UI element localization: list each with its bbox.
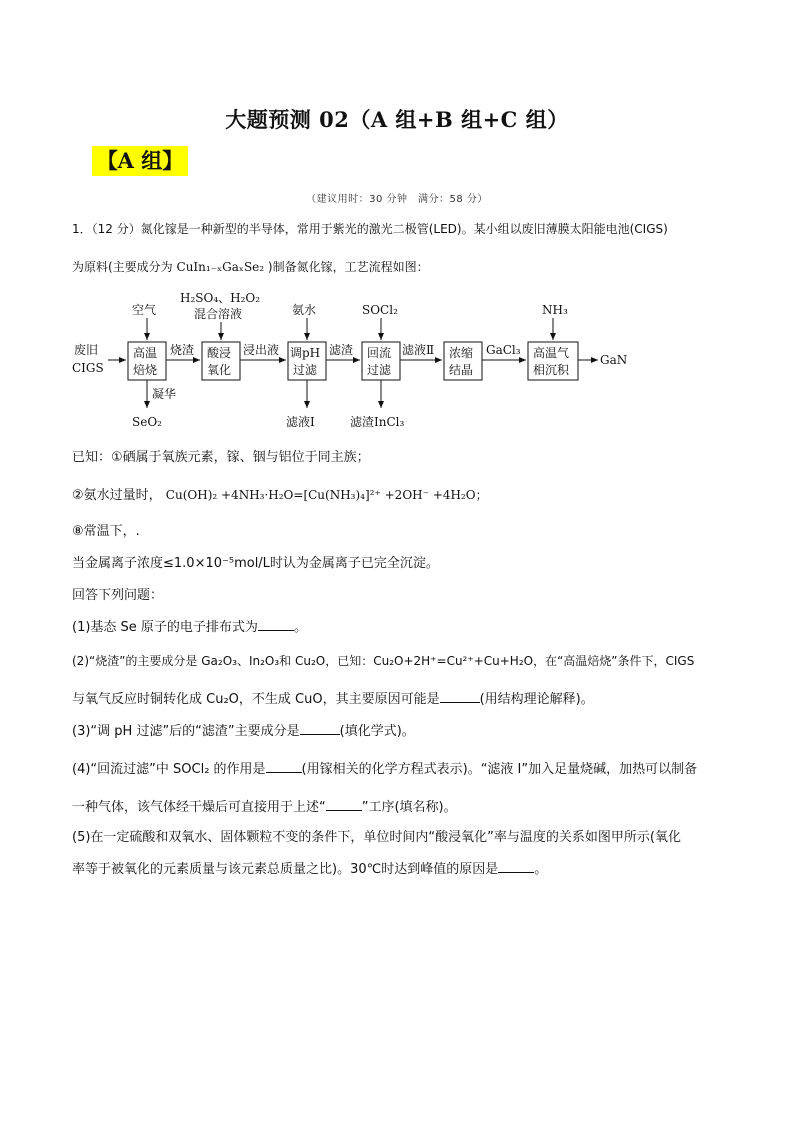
box-concentrate-label-2: 结晶 <box>449 363 474 377</box>
group-tag: 【A 组】 <box>92 146 188 176</box>
question-1-5-line-2 <box>72 858 547 877</box>
process-flow-diagram <box>70 290 630 435</box>
question-1-2-text: 与氧气反应时铜转化成 Cu₂O，不生成 CuO，其主要原因可能是 <box>72 692 440 707</box>
known-1: 已知：①硒属于氧族元素，镓、铟与铝位于同主族； <box>72 450 370 465</box>
arrow-label-slag: 烧渣 <box>170 343 195 357</box>
question-1-4-text: (4)“回流过滤”中 SOCl₂ 的作用是 <box>72 762 266 777</box>
answer-blank[interactable] <box>498 872 534 873</box>
question-1-3 <box>72 720 415 739</box>
question-1-2-end: (用结构理论解释)。 <box>479 692 594 707</box>
box-acid-leach-label-2: 氧化 <box>207 363 232 377</box>
answer-blank[interactable] <box>440 702 480 703</box>
answer-blank[interactable] <box>266 772 302 773</box>
box-reflux-label-2: 过滤 <box>367 363 392 377</box>
question-1-4-line-2 <box>72 796 457 815</box>
arrow-label-filtrate-2: 滤液Ⅱ <box>402 343 435 357</box>
question-1-5-line-1: (5)在一定硫酸和双氧水、固体颗粒不变的条件下，单位时间内“酸浸氧化”率与温度的关系如图甲所示(氧化 <box>72 830 681 845</box>
known-3: ⑧常温下，. <box>72 524 140 539</box>
known-2-pre: ②氨水过量时， <box>72 488 162 503</box>
box-deposition-label-2: 相沉积 <box>533 363 570 377</box>
answer-blank[interactable] <box>326 810 362 811</box>
input-acid: H₂SO₄、H₂O₂ <box>180 291 261 305</box>
question-1-4-rest: (用镓相关的化学方程式表示)。“滤液 Ⅰ”加入足量烧碱，加热可以制备 <box>301 762 698 777</box>
question-1-5-text: 率等于被氧化的元素质量与该元素总质量之比)。30℃时达到峰值的原因是 <box>72 862 499 877</box>
answer-blank[interactable] <box>258 630 294 631</box>
question-1-2-line-1: (2)“烧渣”的主要成分是 Ga₂O₃、In₂O₃和 Cu₂O，已知：Cu₂O+2H⁺=Cu²⁺+Cu+H₂O，在“高温焙烧”条件下，CIGS <box>72 654 695 668</box>
known-4: 当金属离子浓度≤1.0×10⁻⁵mol/L时认为金属离子已完全沉淀。 <box>72 556 439 571</box>
input-air: 空气 <box>132 303 157 317</box>
box-roasting-label-1: 高温 <box>133 346 158 360</box>
known-5: 回答下列问题： <box>72 588 164 603</box>
question-1-3-text: (3)“调 pH 过滤”后的“滤渣”主要成分是 <box>72 724 300 739</box>
time-score-hint: （建议用时：30 分钟 满分：58 分） <box>306 194 488 205</box>
intro-text-post: )制备氮化镓，工艺流程如图： <box>267 260 429 274</box>
flow-product-label: GaN <box>600 353 628 367</box>
question-1-1 <box>72 616 307 635</box>
known-2-equation: Cu(OH)₂ +4NH₃·H₂O=[Cu(NH₃)₄]²⁺ +2OH⁻ +4H₂O； <box>165 488 488 502</box>
question-1-intro: 1．（12 分）氮化镓是一种新型的半导体，常用于紫光的激光二极管(LED)。某小组以废旧薄膜太阳能电池(CIGS) <box>72 222 668 236</box>
box-reflux-label-1: 回流 <box>367 346 392 360</box>
question-1-4-line-1 <box>72 758 697 777</box>
output-incl3: 滤渣InCl₃ <box>350 415 405 429</box>
question-1-4-end: ”工序(填名称)。 <box>361 800 457 815</box>
box-adjust-ph-label-2: 过滤 <box>293 363 318 377</box>
question-1-5-end: 。 <box>534 862 548 877</box>
arrow-label-residue: 滤渣 <box>329 343 354 357</box>
page-title: 大题预测 02（A 组+B 组+C 组） <box>225 107 569 132</box>
box-acid-leach-label-1: 酸浸 <box>207 346 232 360</box>
input-socl2: SOCl₂ <box>362 303 398 317</box>
output-filtrate-1: 滤液Ⅰ <box>286 415 315 429</box>
output-seo2: SeO₂ <box>132 415 162 429</box>
question-1-intro-2 <box>72 258 429 275</box>
input-ammonia: 氨水 <box>292 303 317 317</box>
question-1-1-text: (1)基态 Se 原子的电子排布式为 <box>72 620 258 635</box>
box-concentrate-label-1: 浓缩 <box>449 346 474 360</box>
known-2 <box>72 484 488 503</box>
input-nh3: NH₃ <box>542 303 568 317</box>
input-mixed-solution: 混合溶液 <box>194 307 243 321</box>
box-deposition-label-1: 高温气 <box>533 346 570 360</box>
cigs-formula: CuIn₁₋ₓGaₓSe₂ <box>176 260 265 274</box>
flow-start-label-1: 废旧 <box>74 343 99 357</box>
box-roasting-label-2: 焙烧 <box>133 363 158 377</box>
intro-text-pre: 为原料(主要成分为 <box>72 260 173 274</box>
question-1-3-end: (填化学式)。 <box>339 724 415 739</box>
arrow-label-gacl3: GaCl₃ <box>486 343 521 357</box>
arrow-label-leachate: 浸出液 <box>243 343 280 357</box>
flow-start-label-2: CIGS <box>72 361 104 375</box>
answer-blank[interactable] <box>300 734 340 735</box>
question-1-4-text-2: 一种气体，该气体经干燥后可直接用于上述“ <box>72 800 326 815</box>
question-1-1-end: 。 <box>293 620 307 635</box>
output-sublimation: 凝华 <box>152 387 177 401</box>
question-1-2-line-2 <box>72 688 594 707</box>
box-adjust-ph-label-1: 调pH <box>290 346 321 360</box>
